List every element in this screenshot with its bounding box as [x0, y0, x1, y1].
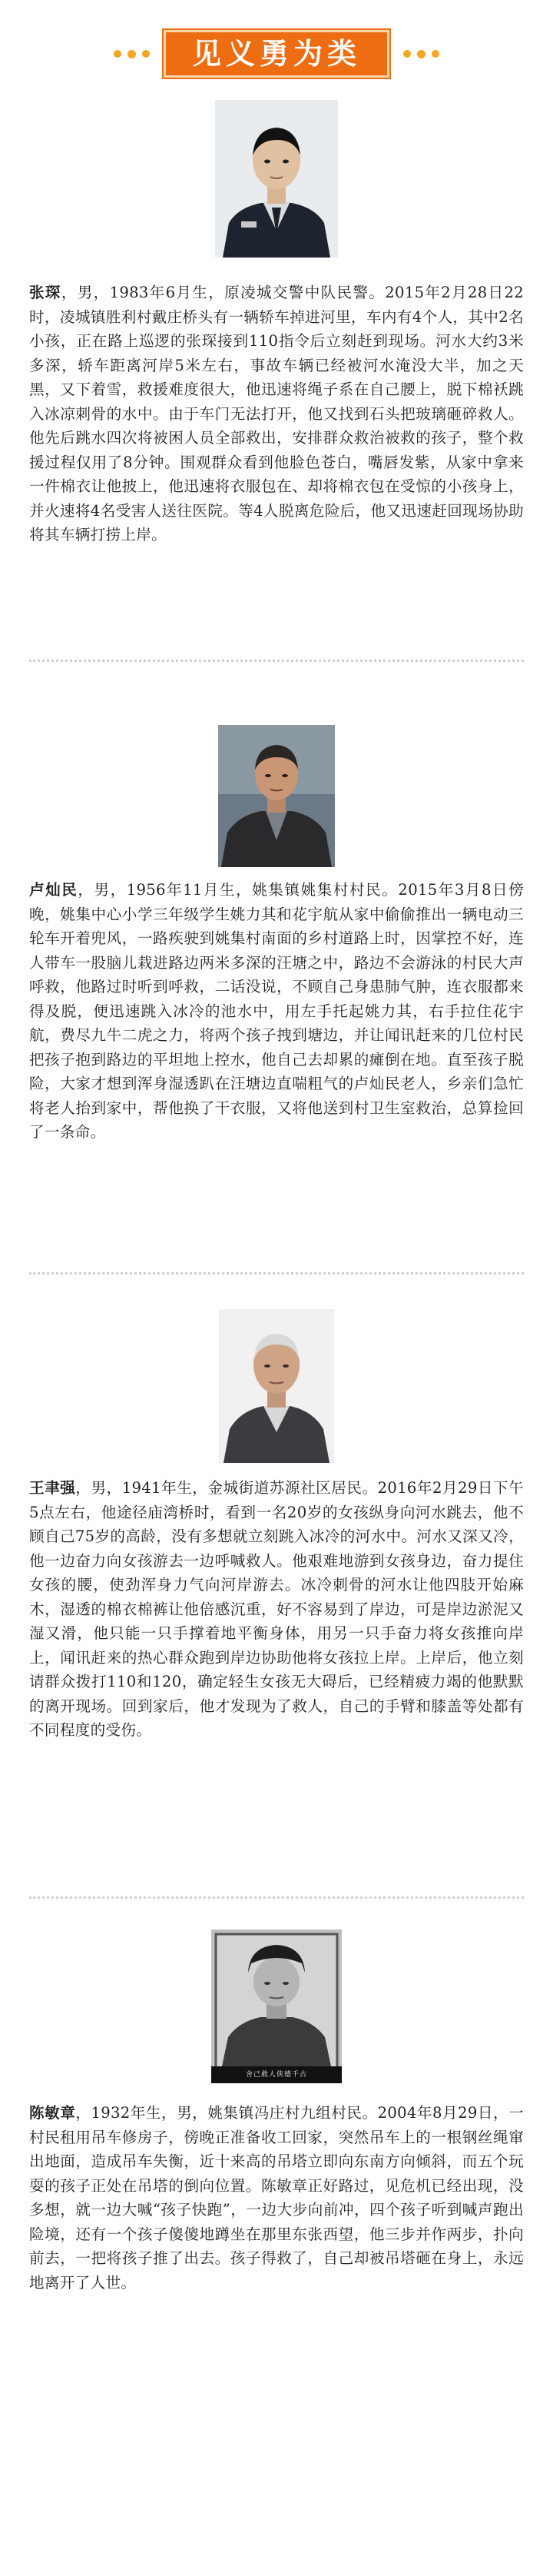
bio-paragraph-1 [29, 281, 524, 547]
person-name-4: 陈敏章 [29, 2104, 76, 2122]
person-name-3: 王聿强 [29, 1479, 76, 1497]
portrait-photo-memorial-black-white [211, 1930, 342, 2083]
portrait-photo-police-officer [215, 100, 338, 258]
bio-paragraph-3 [29, 1476, 524, 1743]
person-name-2: 卢灿民 [29, 881, 78, 899]
person-name-1: 张琛 [29, 284, 61, 301]
section-divider-3 [29, 1896, 524, 1899]
photo-caption: 舍己救人侠德千古 [211, 2066, 342, 2083]
bio-paragraph-4 [29, 2101, 524, 2295]
portrait-photo-elderly-man [219, 1309, 334, 1463]
section-title: 见义勇为类 [164, 30, 389, 78]
bio-text-3: ，男，1941年生，金城街道苏源社区居民。2016年2月29日下午5点左右，他途径庙湾桥时，看到一名20岁的女孩纵身向河水跳去，他不顾自己75岁的高龄，没有多想就立刻跳入冰冷的河水中。河水又深又冷，他一边奋力向女孩游去一边呼喊救人。他艰难地游到女孩身边，奋力提住女孩的腰，使劲浑身力气向河岸游去。冰冷刺骨的河水让他四肢开始麻木，湿透的棉衣棉裤让他倍感沉重，好不容易到了岸边，可是岸边淤泥又湿又滑，他只能一只手撑着地平衡身体，用另一只手奋力将女孩推向岸上，闻讯赶来的热心群众跑到岸边协助他将女孩拉上岸。上岸后，他立刻请群众拨打110和120，确定轻生女孩无大碍后，已经精疲力竭的他默默的离开现场。回到家后，他才发现为了救人，自己的手臂和膝盖等处都有不同程度的受伤。 [29, 1479, 525, 1739]
bio-text-4: ，1932年生，男，姚集镇冯庄村九组村民。2004年8月29日，一村民租用吊车修房子，傍晚正准备收工回家，突然吊车上的一根钢丝绳窜出地面，造成吊车失衡，近十来高的吊塔立即向东南方向倾斜，而五个玩耍的孩子正处在吊塔的倒向位置。陈敏章正好路过，见危机已经出现，没多想，就一边大喊“孩子快跑”，一边大步向前冲，四个孩子听到喊声跑出险境，还有一个孩子傻傻地蹲坐在那里东张西望，他三步并作两步，扑向前去，一把将孩子推了出去。孩子得救了，自己却被吊塔砸在身上，永远地离开了人世。 [29, 2104, 525, 2292]
bio-text-2: ，男，1956年11月生，姚集镇姚集村村民。2015年3月8日傍晚，姚集中心小学三年级学生姚力其和花宇航从家中偷偷推出一辆电动三轮车开着兜风，一路疾驶到姚集村南面的乡村道路上时，因掌控不好，连人带车一股脑儿栽进路边两米多深的汪塘之中，路边不会游泳的村民大声呼救，他路过时听到呼救，二话没说，不顾自己身患肺气肿，连衣服都来得及脱，便迅速跳入冰冷的池水中，用左手托起姚力其，右手拉住花宇航，费尽九牛二虎之力，将两个孩子拽到塘边，并让闻讯赶来的几位村民把孩子抱到路边的平坦地上控水，他自己去却累的瘫倒在地。直至孩子脱险，大家才想到浑身湿透趴在汪塘边直喘粗气的卢灿民老人，乡亲们急忙将老人抬到家中，帮他换了干衣服，又将他送到村卫生室救治，总算捡回了一条命。 [29, 881, 524, 1141]
section-divider-1 [29, 660, 524, 662]
portrait-photo-man-dark-jacket [218, 725, 335, 867]
section-banner [0, 31, 553, 77]
bio-text-1: ，男，1983年6月生，原凌城交警中队民警。2015年2月28日22时，凌城镇胜利村戴庄桥头有一辆轿车掉进河里，车内有4个人，其中2名小孩，正在路上巡逻的张琛接到110指令后立刻赶到现场。河水大约3米多深，轿车距离河岸5米左右，事故车辆已经被河水淹没大半，加之天黑，又下着雪，救援难度很大，他迅速将绳子系在自己腰上，脱下棉袄跳入冰凉刺骨的水中。由于车门无法打开，他又找到石头把玻璃砸碎救人。他先后跳水四次将被困人员全部救出，安排群众救治被救的孩子，整个救援过程仅用了8分钟。围观群众看到他脸色苍白，嘴唇发紫，从家中拿来一件棉衣让他披上，他迅速将衣服包在、却将棉衣包在受惊的小孩身上，并火速将4名受害人送往医院。等4人脱离危险后，他又迅速赶回现场协助将其车辆打捞上岸。 [29, 284, 524, 543]
right-dots-decoration [403, 50, 439, 58]
section-divider-2 [29, 1272, 524, 1275]
left-dots-decoration [114, 50, 150, 58]
bio-paragraph-2 [29, 878, 524, 1145]
